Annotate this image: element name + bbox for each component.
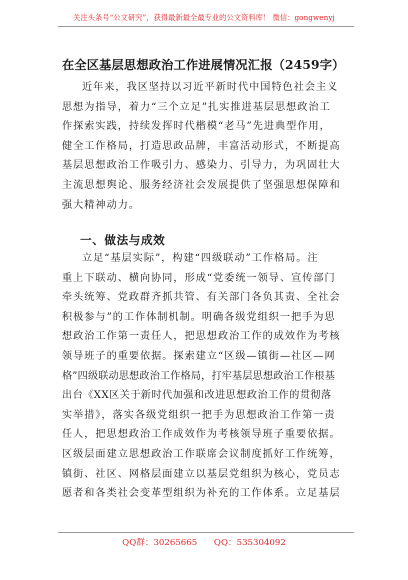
text-line: 实举措》，落实各级党组织一把手为思想政治工作第一责: [62, 409, 336, 421]
text-line: 基层思想政治工作吸引力、感染力、引导力，为巩固壮大: [62, 160, 341, 172]
text-line: 任人，把思想政治工作成效作为考核领导班子重要依据。: [62, 429, 341, 441]
footer-contact: QQ群：30265665 QQ：535304092: [122, 538, 286, 548]
text-line: 领导班子的重要依据。探索建立“区级—镇街—社区—网: [62, 350, 336, 362]
intro-paragraph: [62, 78, 351, 215]
text-line: 出台《XX区关于新时代加强和改进思想政治工作的贯彻落: [62, 390, 332, 402]
document-title: 在全区基层思想政治工作进展情况汇报（2459字）: [62, 58, 345, 72]
text-line: 想政治工作第一责任人，把思想政治工作的成效作为考核: [62, 331, 341, 343]
section-heading: 一、做法与成效: [80, 233, 166, 247]
text-line: 格”四级联动思想政治工作格局，打牢基层思想政治工作根基: [62, 370, 335, 382]
text-line: 近年来，我区坚持以习近平新时代中国特色社会主义: [82, 82, 339, 93]
text-line: 积极参与”的工作体制机制。明确各级党组织一把手为思: [62, 311, 336, 323]
text-line: 健全工作格局，打造思政品牌，丰富活动形式，不断提高: [62, 140, 341, 152]
text-line: 愿者和各类社会变革型组织为补充的工作体系。立足基层: [62, 488, 341, 500]
text-line: 作探索实践，持续发挥时代楷模“老马”先进典型作用，: [62, 121, 331, 133]
text-line: 强大精神动力。: [62, 199, 141, 211]
text-line: 思想为指导，着力“三个立足”扎实推进基层思想政治工: [62, 101, 331, 113]
text-line: 立足“基层实际”，构建“四级联动”工作格局。注: [82, 253, 319, 264]
text-line: 主流思想舆论、服务经济社会发展提供了坚强思想保障和: [62, 179, 341, 191]
footer-divider: [58, 532, 354, 533]
header-banner: 关注头条号“公文研究”，获得最新最全最专业的公文资料库！ 微信：gongwenyj: [73, 13, 335, 22]
text-line: 牵头统筹、党政群齐抓共管、有关部门各负其责、全社会: [62, 292, 341, 304]
header-divider: [58, 26, 354, 27]
text-line: 镇街、社区、网格层面建立以基层党组织为核心，党员志: [62, 468, 341, 480]
text-line: 区级层面建立思想政治工作联席会议制度抓好工作统筹，: [62, 448, 341, 460]
text-line: 重上下联动、横向协同，形成“党委统一领导、宣传部门: [62, 272, 336, 284]
section-1-paragraph: [62, 249, 351, 504]
